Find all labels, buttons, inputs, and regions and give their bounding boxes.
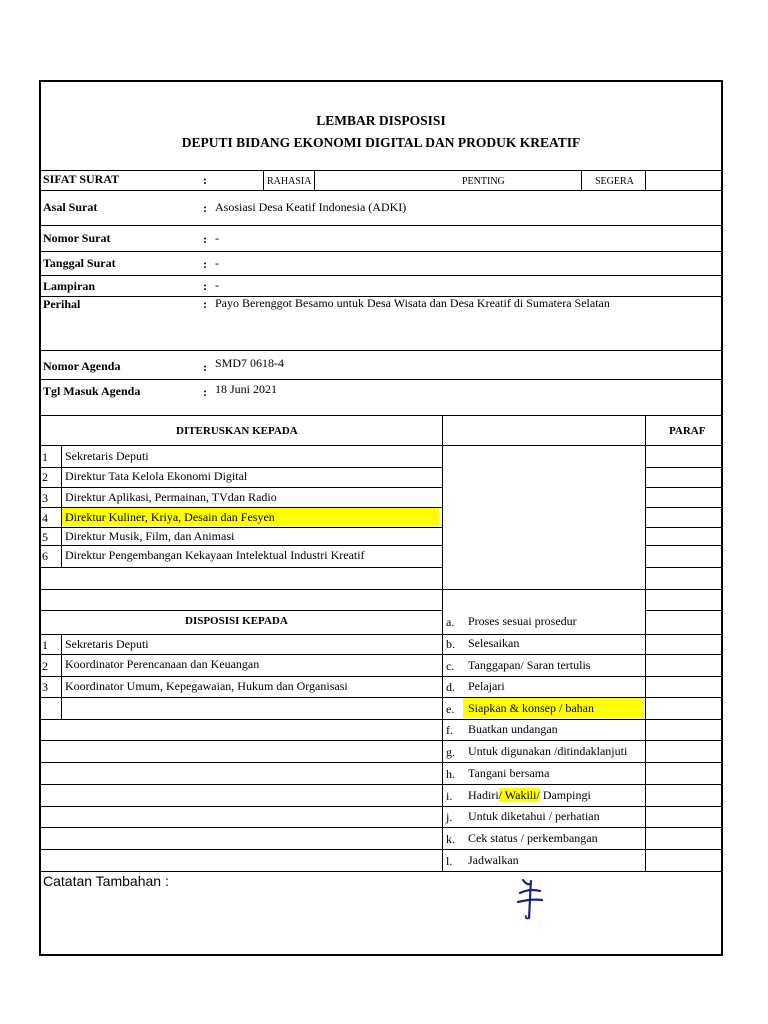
- field-label-nomor: Nomor Surat: [43, 231, 111, 245]
- instruction-item: Siapkan & konsep / bahan: [468, 701, 594, 715]
- handwritten-paraf-mark: [515, 874, 545, 922]
- instruction-item: Tanggapan/ Saran tertulis: [468, 658, 591, 672]
- instruction-item: Tangani bersama: [468, 766, 550, 780]
- disposisi-header: DISPOSISI KEPADA: [185, 615, 288, 627]
- sifat-label: SIFAT SURAT: [43, 172, 120, 186]
- diteruskan-row: Direktur Tata Kelola Ekonomi Digital: [65, 469, 248, 483]
- sifat-option-rahasia: RAHASIA: [267, 176, 312, 187]
- sifat-colon: :: [203, 173, 207, 187]
- rule-diteruskan-header: [41, 445, 721, 446]
- rule-perihal-bottom: [41, 350, 721, 351]
- disposisi-row: Sekretaris Deputi: [65, 637, 149, 651]
- instruction-item: Cek status / perkembangan: [468, 831, 598, 845]
- rule-nomor-bottom: [41, 251, 721, 252]
- rule-disposisi-header: [41, 634, 721, 635]
- diteruskan-row: Direktur Kuliner, Kriya, Desain dan Fesyen: [65, 510, 275, 524]
- instruction-item: Untuk diketahui / perhatian: [468, 809, 600, 823]
- rule-diteruskan-end: [41, 589, 721, 590]
- rule-sifat-bottom: [41, 190, 721, 191]
- diteruskan-row: Direktur Musik, Film, dan Animasi: [65, 529, 235, 543]
- rule-asal-bottom: [41, 225, 721, 226]
- highlight-wakili: / Wakili/: [498, 788, 540, 802]
- rule-agenda-bottom: [41, 379, 721, 380]
- disposisi-row: Koordinator Perencanaan dan Keuangan: [65, 657, 260, 671]
- form-subtitle: DEPUTI BIDANG EKONOMI DIGITAL DAN PRODUK KREATIF: [181, 135, 581, 150]
- instruction-item: Buatkan undangan: [468, 722, 558, 736]
- field-value-asal: Asosiasi Desa Keatif Indonesia (ADKI): [215, 200, 407, 214]
- field-value-lampiran: -: [215, 278, 219, 292]
- rule-tanggal-bottom: [41, 275, 721, 276]
- field-value-agenda: SMD7 0618-4: [215, 356, 285, 370]
- field-label-tanggal: Tanggal Surat: [43, 256, 116, 270]
- instruction-item: Untuk digunakan /ditindaklanjuti: [468, 744, 628, 758]
- rule-column-divider: [442, 415, 443, 871]
- diteruskan-row: Sekretaris Deputi: [65, 449, 149, 463]
- field-label-perihal: Perihal: [43, 297, 81, 311]
- field-value-tgl-masuk: 18 Juni 2021: [215, 382, 278, 396]
- sifat-option-penting: PENTING: [462, 176, 505, 187]
- disposition-sheet: LEMBAR DISPOSISI DEPUTI BIDANG EKONOMI DIGITAL DAN PRODUK KREATIF SIFAT SURAT : RAHASIA PENTING SEGERA Asal Surat : Asosiasi Desa Keatif Indonesia (ADKI) Nomor Surat : - Tanggal Surat : - Lampiran : - Perihal : Payo Berenggot Besamo untuk Desa Wisata dan Desa Kreatif di Sumatera Selatan Nomor Agenda : SMD7 0618-4 Tgl Masuk Agenda : 18 Juni 2021 DITERUSKAN KEPADA PARAF 1 Sekretaris Deputi 2 Direktur Tata Kelola Ekonomi Digital 3 Direktur Aplikasi, Permainan, TVdan Radio 4 Direktur Kuliner, Kriya, Desain dan Fesyen 5 Direktur Musik, Film, dan Animasi 6 Direktur Pengembangan Kekayaan Intelektual Industri Kreatif DISPOSISI KEPADA 1 Sekretaris Deputi 2 Koordinator Perencanaan dan Keuangan 3 Koordinator Umum, Kepegawaian, Hukum dan Organisasi a. Proses sesuai prosedur b. Selesaikan c. Tanggapan/ Saran tertulis d. Pelajari e. Siapkan & konsep / bahan f. Buatkan undangan g. Untuk digunakan /ditindaklanjuti h. Tangani bersama i. Hadiri/ Wakili/ Dampingi j. Untuk diketahui / perhatian k. Cek status / perkembangan l. Jadwalkan Catatan Tambahan :: [39, 80, 723, 956]
- instruction-item: Proses sesuai prosedur: [468, 614, 577, 628]
- diteruskan-row: Direktur Aplikasi, Permainan, TVdan Radio: [65, 490, 277, 504]
- field-label-agenda: Nomor Agenda: [43, 359, 121, 373]
- instruction-item: Jadwalkan: [468, 853, 519, 867]
- rule-tgl-bottom: [41, 415, 721, 416]
- field-label-tgl-masuk: Tgl Masuk Agenda: [43, 384, 141, 398]
- instruction-item: Pelajari: [468, 679, 505, 693]
- rule-sifat-top: [41, 170, 721, 171]
- field-label-lampiran: Lampiran: [43, 279, 96, 293]
- form-title: LEMBAR DISPOSISI: [316, 113, 446, 128]
- catatan-label: Catatan Tambahan :: [43, 873, 169, 889]
- field-label-asal: Asal Surat: [43, 200, 98, 214]
- paraf-header: PARAF: [669, 425, 706, 437]
- instruction-item: Hadiri/ Wakili/ Dampingi: [468, 788, 591, 802]
- diteruskan-header: DITERUSKAN KEPADA: [176, 425, 298, 437]
- field-value-nomor: -: [215, 231, 219, 245]
- field-value-perihal: Payo Berenggot Besamo untuk Desa Wisata dan Desa Kreatif di Sumatera Selatan: [215, 296, 610, 310]
- instruction-item: Selesaikan: [468, 636, 520, 650]
- disposisi-row: Koordinator Umum, Kepegawaian, Hukum dan Organisasi: [65, 679, 348, 693]
- field-value-tanggal: -: [215, 256, 219, 270]
- diteruskan-row: Direktur Pengembangan Kekayaan Intelektual Industri Kreatif: [65, 548, 365, 562]
- rule-catatan-top: [41, 871, 721, 872]
- sifat-option-segera: SEGERA: [595, 176, 634, 187]
